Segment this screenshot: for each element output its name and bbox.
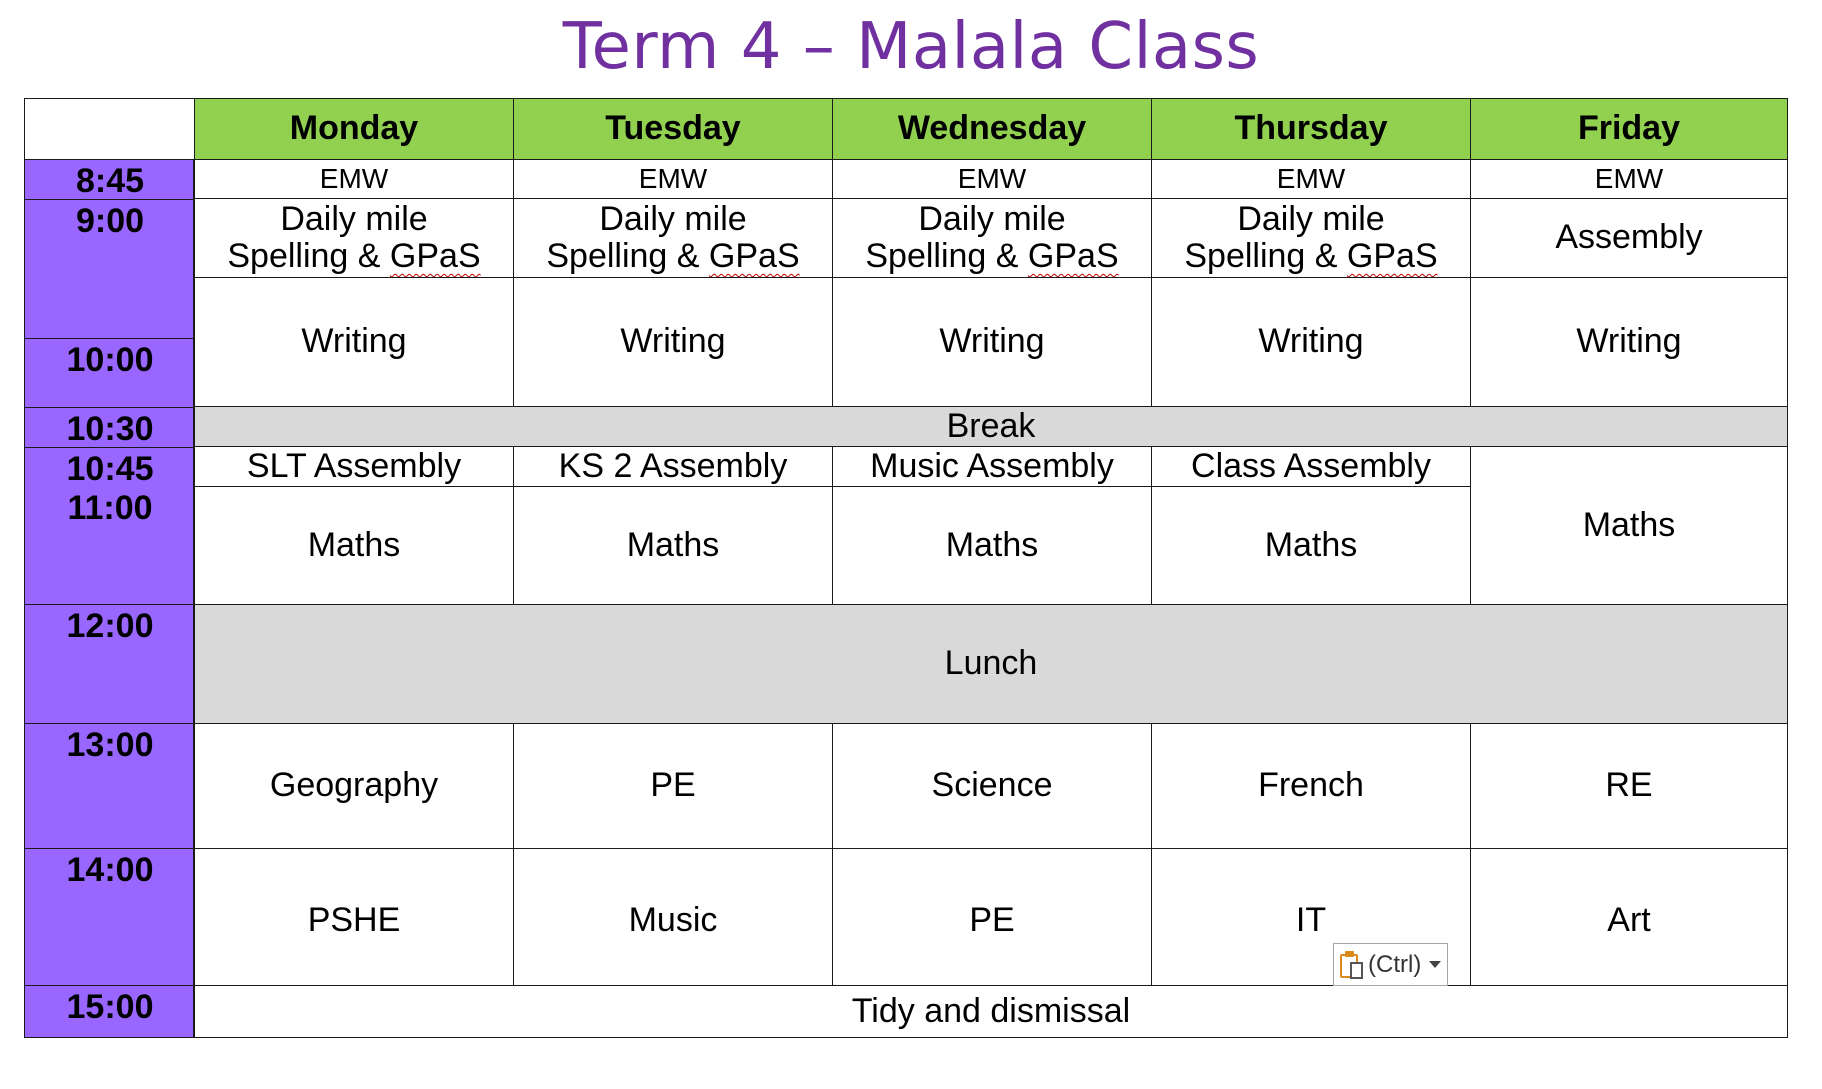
corner-cell	[24, 98, 195, 160]
daily-mile-text: Daily mile	[280, 199, 428, 238]
cell-1400-friday: Art	[1470, 848, 1788, 986]
cell-1300-monday: Geography	[194, 723, 514, 849]
spelling-prefix: Spelling &	[865, 237, 1028, 275]
clipboard-icon	[1340, 950, 1364, 980]
daily-mile-text: Daily mile	[599, 199, 747, 238]
cell-daily-mile-wednesday	[832, 198, 1152, 278]
cell-assembly-tuesday: KS 2 Assembly	[513, 446, 833, 487]
cell-1400-wednesday: PE	[832, 848, 1152, 986]
timetable	[24, 98, 1788, 1038]
cell-emw-friday: EMW	[1470, 159, 1788, 199]
cell-emw-wednesday: EMW	[832, 159, 1152, 199]
time-label: 14:00	[25, 848, 195, 887]
spelling-prefix: Spelling &	[546, 237, 709, 275]
spelling-text	[227, 238, 480, 275]
gpas-word: GPaS	[389, 237, 481, 275]
cell-1300-tuesday: PE	[513, 723, 833, 849]
chevron-down-icon	[1429, 961, 1441, 968]
paste-options-button[interactable]	[1333, 943, 1448, 986]
cell-maths-monday: Maths	[194, 486, 514, 605]
gpas-word: GPaS	[1027, 237, 1119, 275]
page-title: Term 4 – Malala Class	[562, 10, 1260, 84]
cell-daily-mile-monday	[194, 198, 514, 278]
spelling-text	[546, 238, 799, 275]
cell-writing-friday: Writing	[1470, 277, 1788, 407]
time-label: 11:00	[67, 489, 153, 527]
day-header-tuesday: Tuesday	[513, 98, 833, 160]
day-header-friday: Friday	[1470, 98, 1788, 160]
time-label: 8:45	[75, 162, 145, 200]
cell-writing-monday: Writing	[194, 277, 514, 407]
time-label: 13:00	[25, 723, 195, 762]
cell-maths-thursday: Maths	[1151, 486, 1471, 605]
day-header-thursday: Thursday	[1151, 98, 1471, 160]
cell-writing-thursday: Writing	[1151, 277, 1471, 407]
cell-emw-monday: EMW	[194, 159, 514, 199]
cell-writing-wednesday: Writing	[832, 277, 1152, 407]
time-label: 10:00	[25, 338, 195, 377]
time-label: 15:00	[25, 985, 195, 1024]
cell-lunch: Lunch	[194, 604, 1788, 724]
time-label: 10:30	[25, 407, 195, 446]
cell-writing-tuesday: Writing	[513, 277, 833, 407]
cell-maths-friday: Maths	[1470, 446, 1788, 605]
cell-1400-thursday: IT	[1151, 848, 1471, 986]
cell-1300-thursday: French	[1151, 723, 1471, 849]
spelling-prefix: Spelling &	[227, 237, 390, 275]
cell-1300-wednesday: Science	[832, 723, 1152, 849]
cell-emw-tuesday: EMW	[513, 159, 833, 199]
spelling-text	[865, 238, 1118, 275]
daily-mile-text: Daily mile	[918, 199, 1066, 238]
day-header-monday: Monday	[194, 98, 514, 160]
time-label: 12:00	[25, 604, 195, 643]
cell-emw-thursday: EMW	[1151, 159, 1471, 199]
cell-1400-tuesday: Music	[513, 848, 833, 986]
day-header-wednesday: Wednesday	[832, 98, 1152, 160]
time-label: 9:00	[25, 199, 195, 238]
cell-maths-wednesday: Maths	[832, 486, 1152, 605]
cell-assembly-wednesday: Music Assembly	[832, 446, 1152, 487]
cell-1400-monday: PSHE	[194, 848, 514, 986]
paste-options-label: (Ctrl)	[1368, 950, 1422, 978]
cell-break: Break	[194, 406, 1788, 447]
cell-maths-tuesday: Maths	[513, 486, 833, 605]
cell-1300-friday: RE	[1470, 723, 1788, 849]
time-column	[24, 159, 194, 1038]
spelling-prefix: Spelling &	[1184, 237, 1347, 275]
cell-daily-mile-tuesday	[513, 198, 833, 278]
time-label: 10:45	[25, 447, 195, 486]
cell-assembly-friday: Assembly	[1470, 198, 1788, 278]
daily-mile-text: Daily mile	[1237, 199, 1385, 238]
cell-daily-mile-thursday	[1151, 198, 1471, 278]
cell-assembly-thursday: Class Assembly	[1151, 446, 1471, 487]
gpas-word: GPaS	[708, 237, 800, 275]
cell-dismissal: Tidy and dismissal	[194, 985, 1788, 1038]
cell-assembly-monday: SLT Assembly	[194, 446, 514, 487]
gpas-word: GPaS	[1346, 237, 1438, 275]
spelling-text	[1184, 238, 1437, 275]
